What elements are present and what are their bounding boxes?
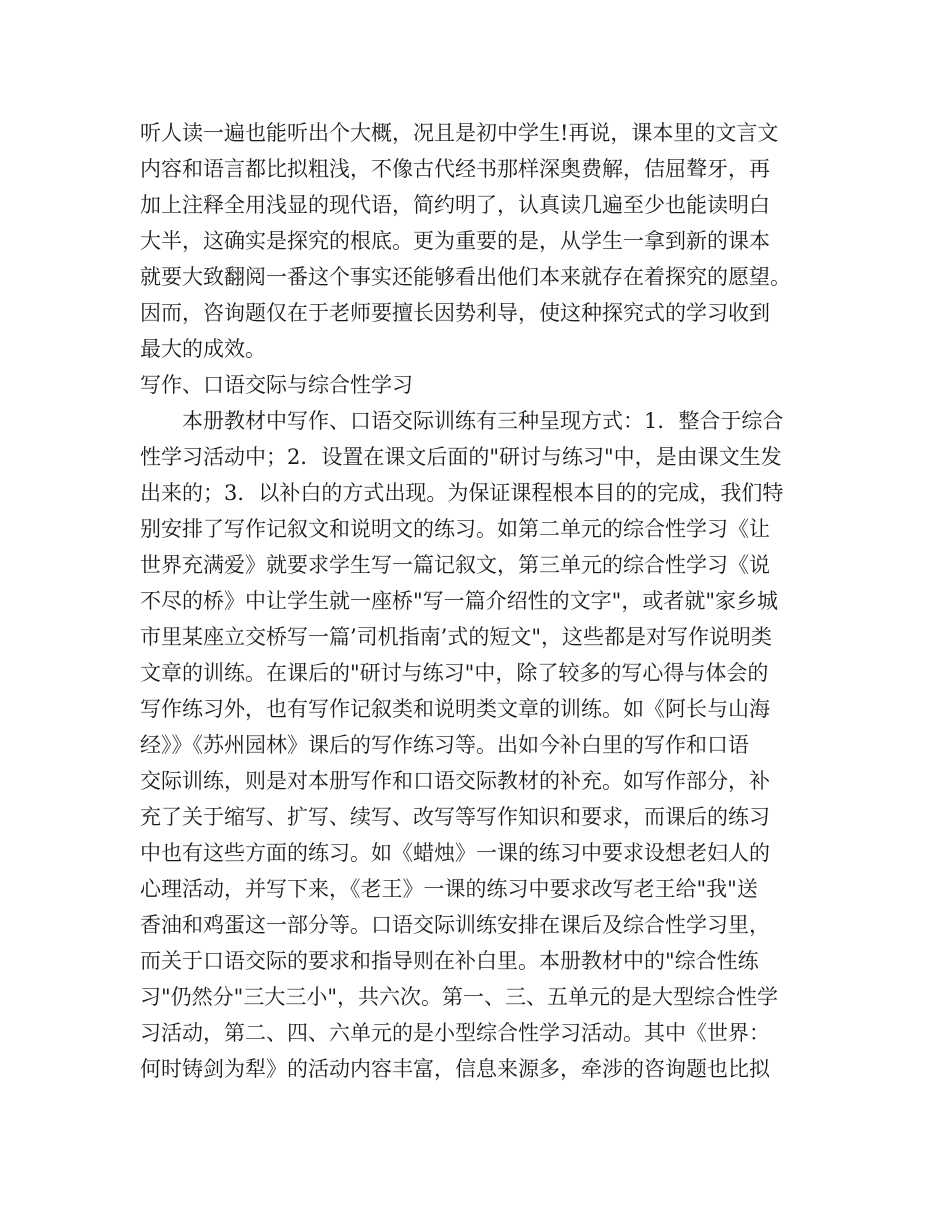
text-line: 最大的成效。 — [140, 337, 266, 361]
section-heading: 写作、口语交际与综合性学习 — [140, 373, 413, 397]
text-line: 香油和鸡蛋这一部分等。口语交际训练安排在课后及综合性学习里， — [140, 913, 770, 937]
text-line: 大半，这确实是探究的根底。更为重要的是，从学生一拿到新的课本 — [140, 229, 770, 253]
text-line: 中也有这些方面的练习。如《蜡烛》一课的练习中要求设想老妇人的 — [140, 841, 770, 865]
text-line: 心理活动，并写下来，《老王》一课的练习中要求改写老王给"我"送 — [140, 877, 758, 901]
text-line: 出来的；3．以补白的方式出现。为保证课程根本目的的完成，我们特 — [140, 481, 784, 505]
text-line: 充了关于缩写、扩写、续写、改写等写作知识和要求，而课后的练习 — [140, 805, 770, 829]
text-line: 因而，咨询题仅在于老师要擅长因势利导，使这种探究式的学习收到 — [140, 301, 770, 325]
text-line: 内容和语言都比拟粗浅，不像古代经书那样深奥费解，佶屈聱牙，再 — [140, 157, 770, 181]
text-line: 何时铸剑为犁》的活动内容丰富，信息来源多，牵涉的咨询题也比拟 — [140, 1057, 770, 1081]
text-line: 不尽的桥》中让学生就一座桥"写一篇介绍性的文字"，或者就"家乡城 — [140, 589, 778, 613]
text-line: 经》》《苏州园林》课后的写作练习等。出如今补白里的写作和口语 — [140, 733, 749, 757]
text-line: 习"仍然分"三大三小"，共六次。第一、三、五单元的是大型综合性学 — [140, 985, 778, 1009]
text-line: 交际训练，则是对本册写作和口语交际教材的补充。如写作部分，补 — [140, 769, 770, 793]
text-line: 而关于口语交际的要求和指导则在补白里。本册教材中的"综合性练 — [140, 949, 759, 973]
text-line: 写作练习外，也有写作记叙类和说明类文章的训练。如《阿长与山海 — [140, 697, 770, 721]
document-body — [140, 115, 830, 1087]
text-line: 市里某座立交桥写一篇’司机指南’式的短文"，这些都是对写作说明类 — [140, 625, 773, 649]
text-line: 文章的训练。在课后的"研讨与练习"中，除了较多的写心得与体会的 — [140, 661, 769, 685]
text-line: 就要大致翻阅一番这个事实还能够看出他们本来就存在着探究的愿望。 — [140, 265, 791, 289]
text-line: 加上注释全用浅显的现代语，简约明了，认真读几遍至少也能读明白 — [140, 193, 770, 217]
text-line: 性学习活动中；2．设置在课文后面的"研讨与练习"中，是由课文生发 — [140, 445, 782, 469]
text-line: 本册教材中写作、口语交际训练有三种呈现方式：1．整合于综合 — [140, 409, 784, 433]
text-line: 听人读一遍也能听出个大概，况且是初中学生!再说，课本里的文言文 — [140, 121, 779, 145]
text-line: 习活动，第二、四、六单元的是小型综合性学习活动。其中《世界： — [140, 1021, 770, 1045]
text-line: 别安排了写作记叙文和说明文的练习。如第二单元的综合性学习《让 — [140, 517, 770, 541]
text-line: 世界充满爱》就要求学生写一篇记叙文，第三单元的综合性学习《说 — [140, 553, 770, 577]
